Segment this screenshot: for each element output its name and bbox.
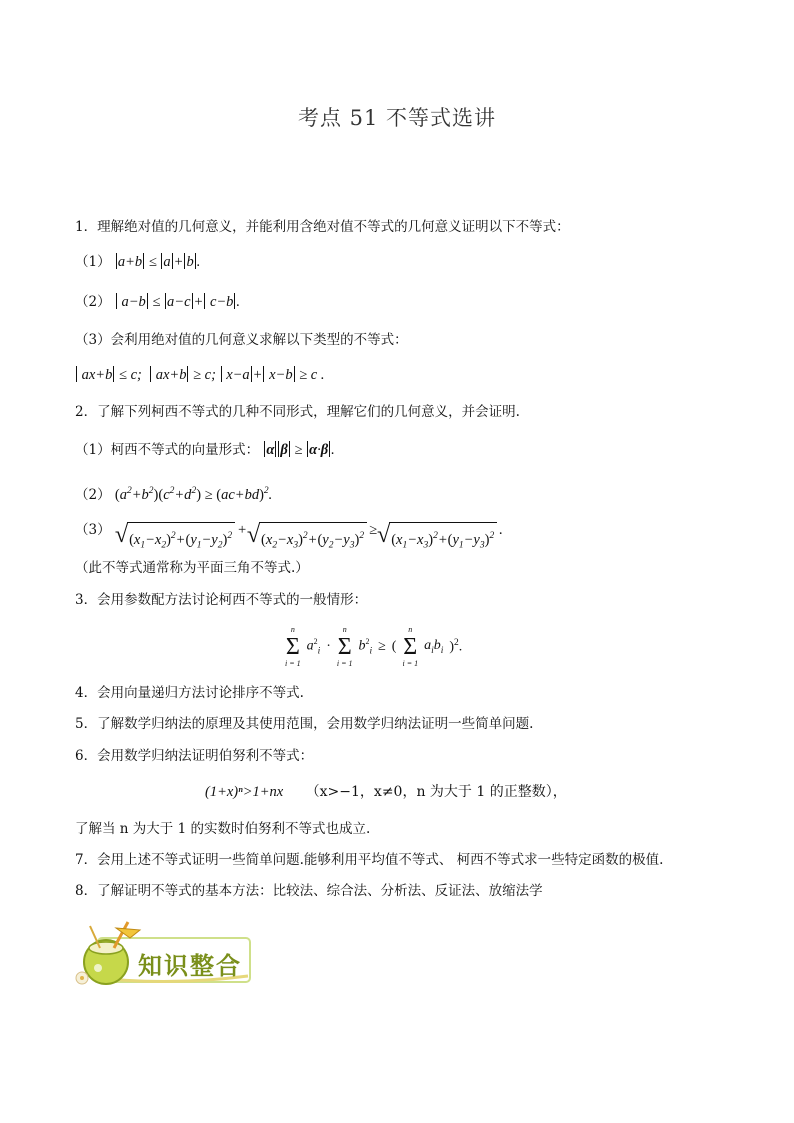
item-7: 7．会用上述不等式证明一些简单问题.能够利用平均值不等式、 柯西不等式求一些特定函数的极值. bbox=[75, 852, 664, 868]
item-6-note: 了解当 n 为大于 1 的实数时伯努利不等式也成立. bbox=[75, 821, 371, 837]
formula-abs-types: ax+b ≤ c; ax+b ≥ c; x−a + x−b ≥ c . bbox=[78, 367, 325, 383]
bernoulli-formula: (1+x)ⁿ>1+nx bbox=[205, 784, 284, 800]
knowledge-integration-badge bbox=[70, 920, 260, 990]
item-4: 4．会用向量递归方法讨论排序不等式. bbox=[75, 685, 304, 701]
item-1-1 bbox=[75, 252, 200, 272]
page-title: 考点 51 不等式选讲 bbox=[297, 106, 497, 130]
item-6: 6．会用数学归纳法证明伯努利不等式： bbox=[75, 748, 314, 764]
formula-cauchy-vector: α β ≥ α·β . bbox=[266, 442, 335, 458]
formula-cauchy-2d: $(a^2+b^2)(c^2+d^2) \ge (ac+bd)^2$. bbox=[114, 486, 273, 503]
item-8: 8．了解证明不等式的基本方法：比较法、综合法、分析法、反证法、放缩法学 bbox=[75, 883, 543, 899]
formula-cauchy-general: n Σ i = 1 $a^2_i$ · n Σ i = 1 $b^2_i$ ≥ ( n Σ i = 1 $a_ib_i$ )$^2$. bbox=[285, 625, 463, 668]
item-2-3 bbox=[75, 520, 503, 555]
formula-abs-triangle-2: a−b ≤ a−c + c−b . bbox=[117, 294, 241, 310]
item-2-1-prefix: （1）柯西不等式的向量形式： bbox=[75, 442, 260, 458]
item-2: 2．了解下列柯西不等式的几种不同形式，理解它们的几何意义，并会证明. bbox=[75, 404, 520, 420]
formula-abs-triangle: a+b ≤ a + b . bbox=[117, 254, 201, 270]
item-2-2-prefix: （2） bbox=[75, 486, 111, 503]
formula-triangle-inequality: √ $(x_1-x_2)^2+(y_1-y_2)^2$ + √ $(x_2-x_3)^2+(y_2-y_3)^2$ ≥ √ $(x_1-x_3)^2+(y_1-y_3)^2$ . bbox=[115, 522, 503, 538]
item-1-1-prefix: （1） bbox=[75, 254, 111, 270]
item-1: 1．理解绝对值的几何意义，并能利用含绝对值不等式的几何意义证明以下不等式： bbox=[75, 219, 570, 235]
item-1-3: （3）会利用绝对值的几何意义求解以下类型的不等式： bbox=[75, 332, 408, 348]
bernoulli-condition: （x>−1，x≠0，n 为大于 1 的正整数）， bbox=[305, 784, 567, 800]
item-2-note: （此不等式通常称为平面三角不等式.） bbox=[75, 560, 309, 576]
item-1-2-prefix: （2） bbox=[75, 294, 111, 310]
badge-label: 知识整合 bbox=[138, 952, 242, 980]
formula-bernoulli bbox=[205, 782, 567, 802]
item-5: 5．了解数学归纳法的原理及其使用范围，会用数学归纳法证明一些简单问题. bbox=[75, 716, 534, 732]
item-3: 3．会用参数配方法讨论柯西不等式的一般情形： bbox=[75, 592, 368, 608]
item-2-3-prefix: （3） bbox=[75, 522, 111, 538]
item-1-2 bbox=[75, 292, 240, 312]
item-2-2 bbox=[75, 481, 272, 505]
item-2-1 bbox=[75, 440, 335, 460]
